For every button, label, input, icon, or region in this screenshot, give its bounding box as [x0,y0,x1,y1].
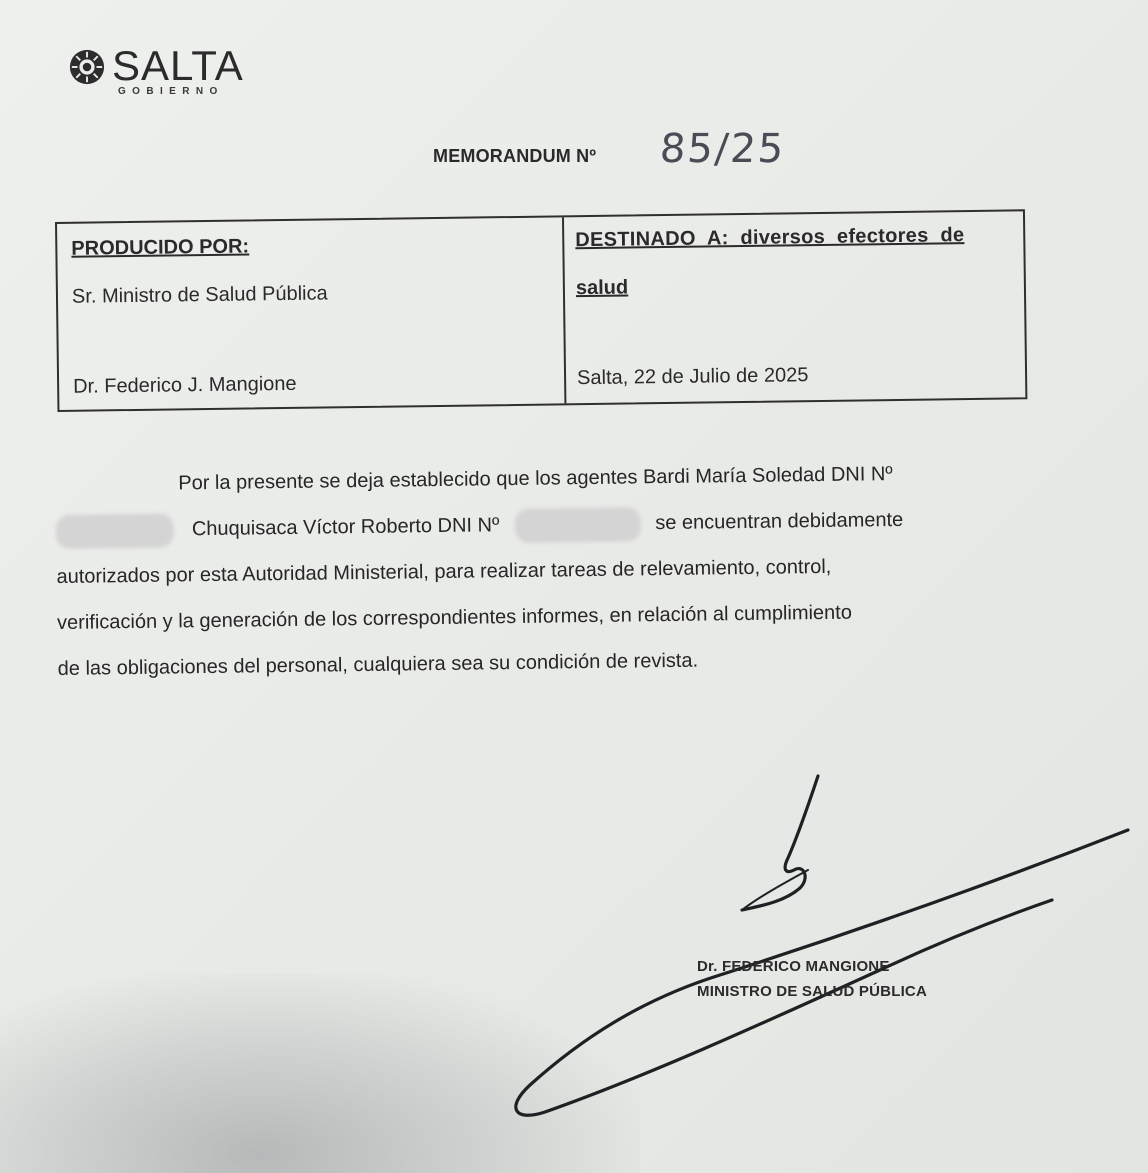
produced-by-role: Sr. Ministro de Salud Pública [71,282,328,308]
destined-to-label-cont: salud [575,276,629,300]
memo-title: MEMORANDUM Nº [433,146,597,166]
produced-by-label: PRODUCIDO POR: [71,235,250,260]
body-line-4: verificación y la generación de los correspondientes informes, en relación al cumplimiento [56,601,853,634]
salta-sun-logo-icon [68,48,106,86]
memo-number: 85/25 [658,126,787,172]
destined-to-label: DESTINADO A: diversos efectores de [575,224,965,252]
produced-by-name: Dr. Federico J. Mangione [73,372,297,398]
body-line-5: de las obligaciones del personal, cualquiera sea su condición de revista. [57,649,699,680]
body-line-2-text: Chuquisaca Víctor Roberto DNI Nº [191,514,500,541]
logo-subtext: GOBIERNO [118,86,224,97]
memo-date: Salta, 22 de Julio de 2025 [576,364,809,390]
body-line-2-end: se encuentran debidamente [655,508,904,535]
body-line-3: autorizados por esta Autoridad Ministerial, para realizar tareas de relevamiento, control, [56,555,832,588]
signatory-name: Dr. FEDERICO MANGIONE [697,958,890,975]
memo-body [55,449,1035,680]
table-divider [562,217,566,403]
salta-logo [68,40,288,100]
redacted-dni-2 [515,507,641,543]
photo-shadow [0,973,640,1173]
logo-text: SALTA [112,42,244,89]
redacted-dni-1 [56,513,174,549]
memo-header-table [55,209,1027,412]
body-line-1: Por la presente se deja establecido que los agentes Bardi María Soledad DNI Nº [178,463,893,495]
signatory-title: MINISTRO DE SALUD PÚBLICA [697,983,927,1000]
